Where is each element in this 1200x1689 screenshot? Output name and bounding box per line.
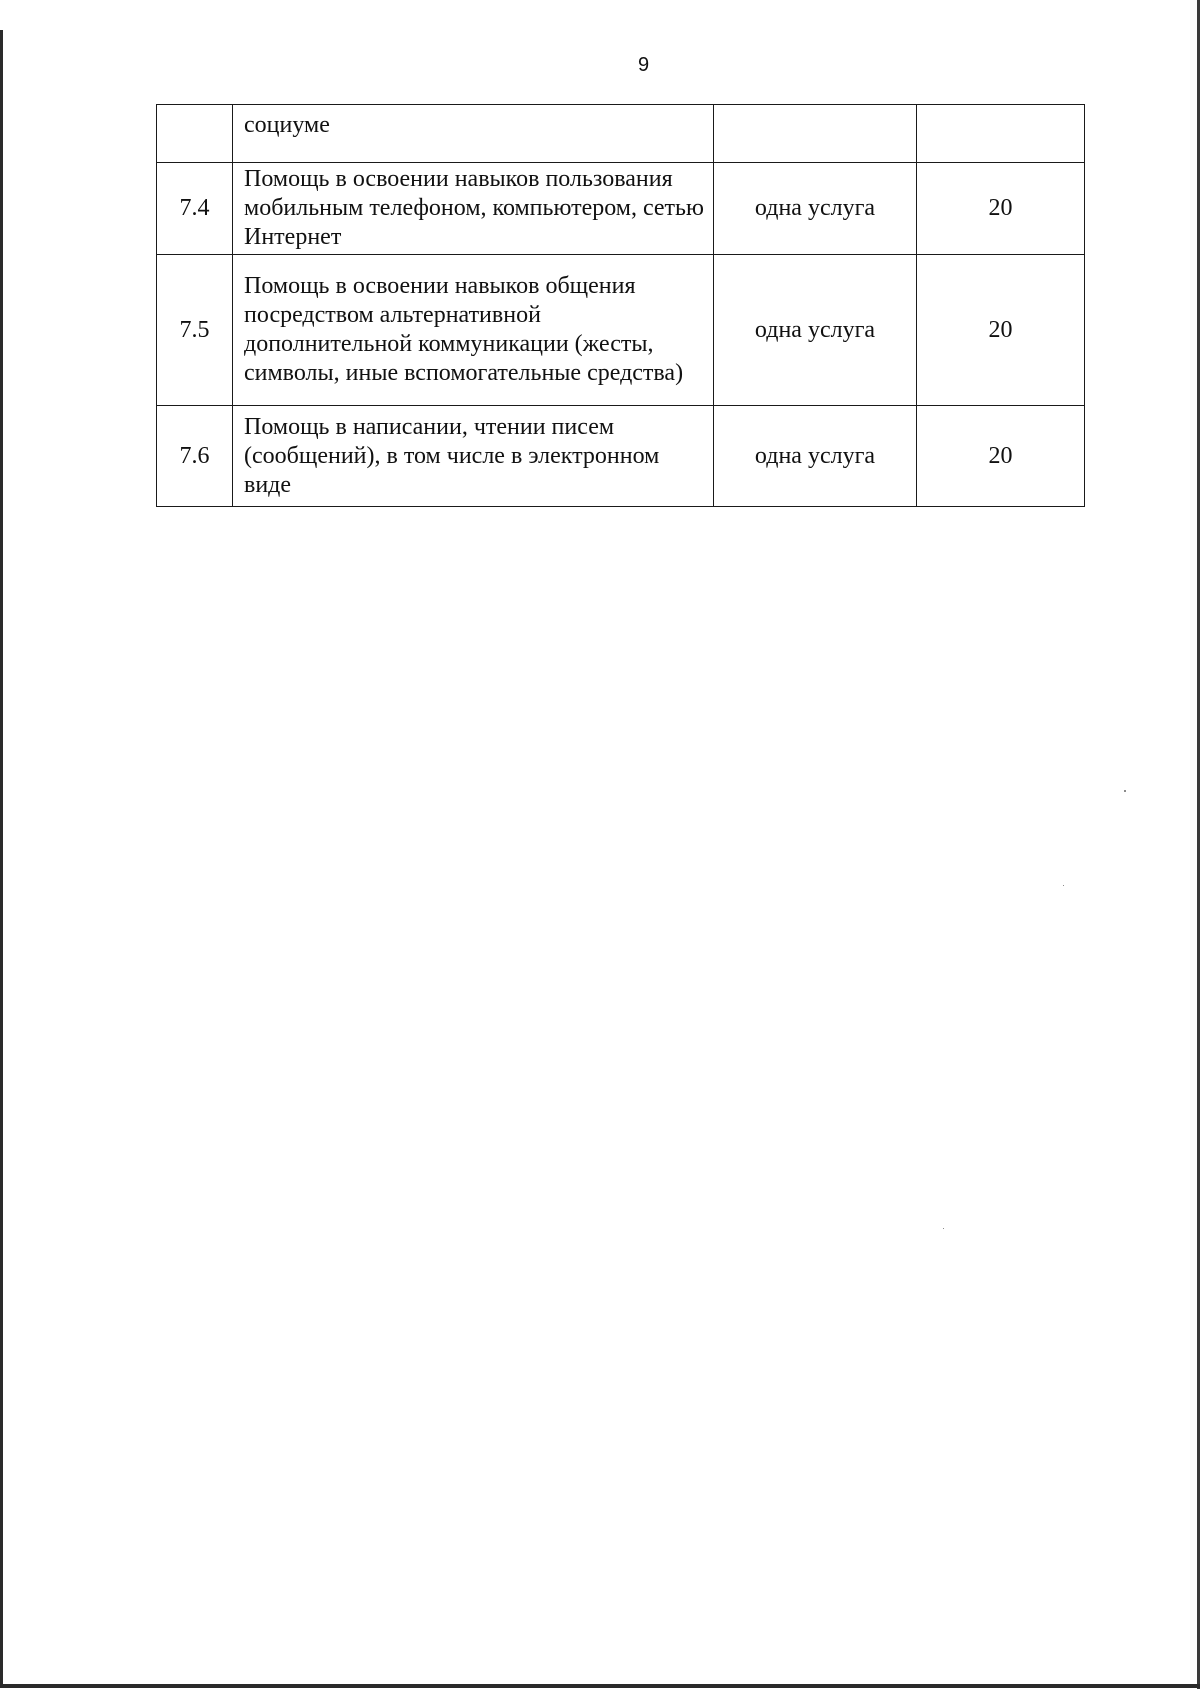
- scan-speck: [1063, 885, 1064, 886]
- service-name-cell: Помощь в освоении навыков пользования мобильным телефоном, компьютером, сетью Интернет: [233, 163, 714, 255]
- table-row: [157, 255, 1085, 406]
- value-cell: [917, 105, 1085, 163]
- row-number-cell: 7.5: [157, 255, 233, 406]
- unit-cell: одна услуга: [714, 255, 917, 406]
- scan-speck: [943, 1228, 944, 1229]
- unit-cell: одна услуга: [714, 163, 917, 255]
- table-row: [157, 105, 1085, 163]
- value-cell: 20: [917, 255, 1085, 406]
- value-cell: 20: [917, 406, 1085, 507]
- unit-cell: [714, 105, 917, 163]
- row-number-cell: 7.6: [157, 406, 233, 507]
- value-cell: 20: [917, 163, 1085, 255]
- service-name-cell: социуме: [233, 105, 714, 163]
- table-row: [157, 406, 1085, 507]
- row-number-cell: [157, 105, 233, 163]
- service-name-cell: Помощь в написании, чтении писем (сообщений), в том числе в электронном виде: [233, 406, 714, 507]
- scan-edge-bottom: [0, 1684, 1200, 1688]
- scan-speck: [1124, 790, 1126, 792]
- service-name-cell: Помощь в освоении навыков общения посредством альтернативной дополнительной коммуникации (жесты, символы, иные вспомогательные средства): [233, 255, 714, 406]
- scan-edge-left: [0, 30, 3, 1685]
- page-number: 9: [637, 54, 650, 76]
- unit-cell: одна услуга: [714, 406, 917, 507]
- row-number-cell: 7.4: [157, 163, 233, 255]
- services-table: [156, 104, 1085, 507]
- table-row: [157, 163, 1085, 255]
